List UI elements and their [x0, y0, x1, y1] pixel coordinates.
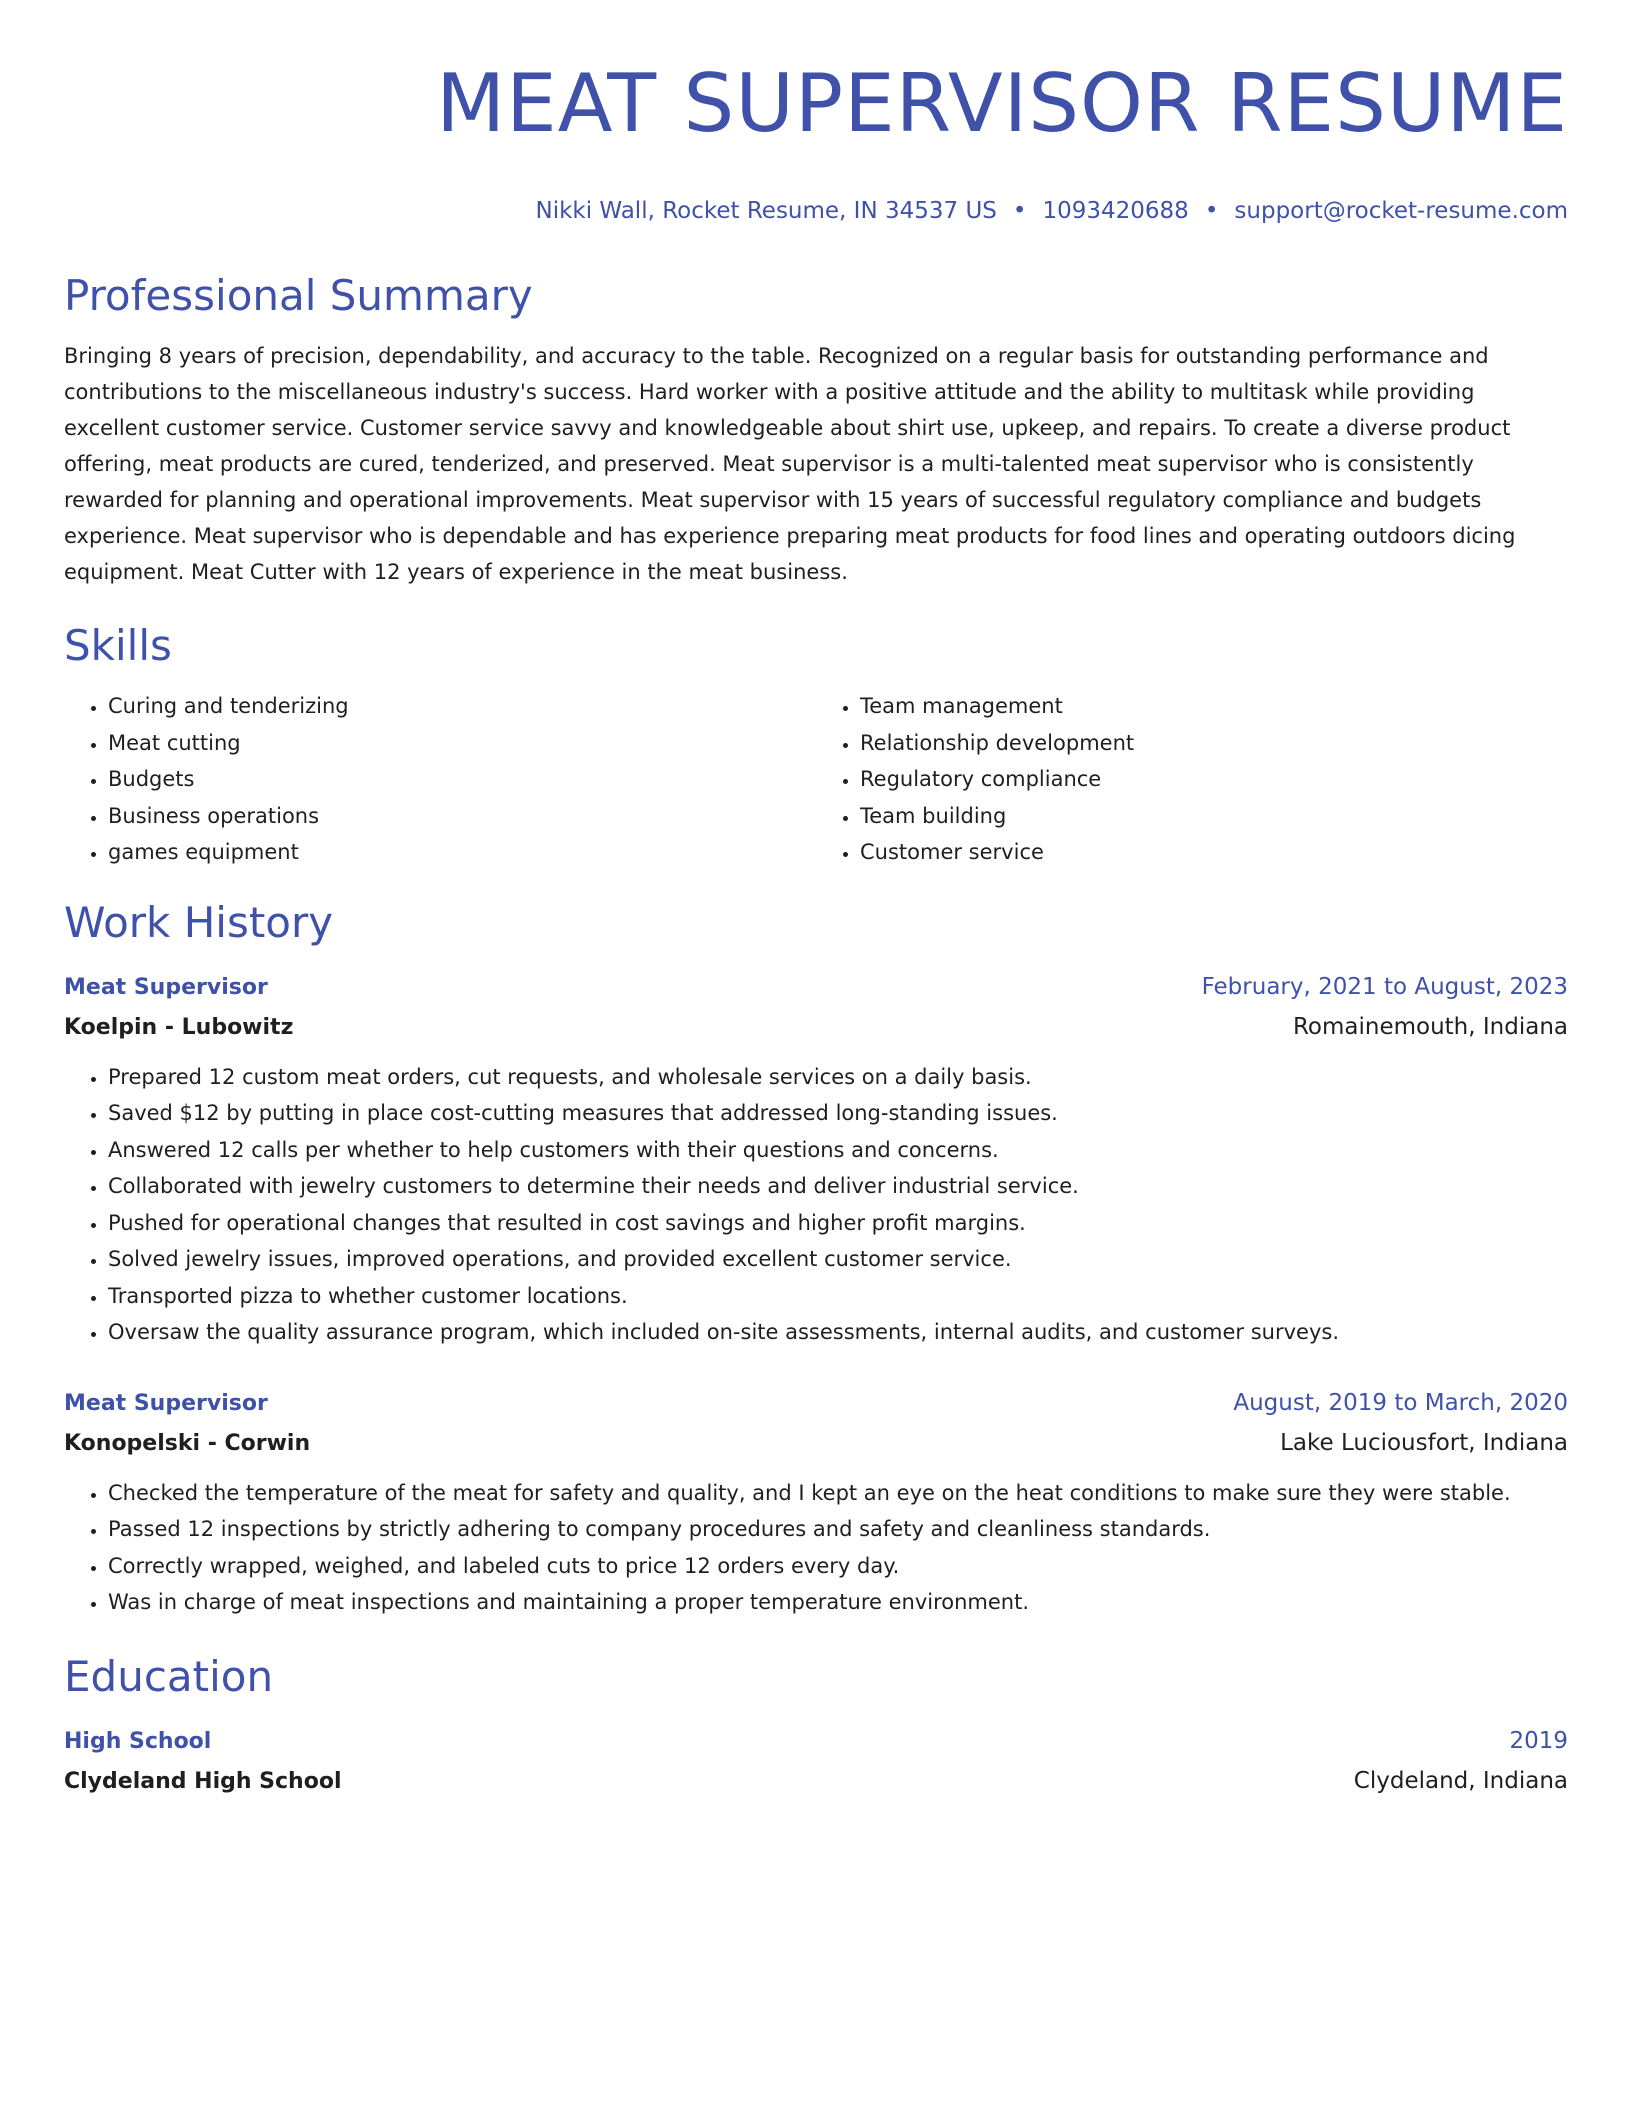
- education-degree-row: [64, 1723, 1568, 1760]
- skill-item: • Meat cutting: [108, 725, 816, 762]
- contact-phone: 1093420688: [1042, 198, 1189, 224]
- skill-item: • Regulatory compliance: [860, 761, 1568, 798]
- contact-email: support@rocket-resume.com: [1234, 198, 1568, 224]
- job-role: Meat Supervisor: [64, 1390, 268, 1416]
- job-duties-list: [64, 1475, 1568, 1621]
- job-dates: August, 2019 to March, 2020: [1233, 1389, 1568, 1416]
- education-location: Clydeland, Indiana: [1353, 1767, 1568, 1794]
- job-title-row: [64, 1385, 1568, 1422]
- job-role: Meat Supervisor: [64, 974, 268, 1000]
- resume-title: MEAT SUPERVISOR RESUME: [436, 57, 1568, 150]
- job-entry: [64, 1385, 1568, 1621]
- skills-heading: Skills: [64, 621, 172, 670]
- skills-grid: [64, 688, 1568, 871]
- skill-item: • games equipment: [108, 834, 816, 871]
- skill-item: • Relationship development: [860, 725, 1568, 762]
- skill-item: • Team building: [860, 798, 1568, 835]
- skills-list-left: [64, 688, 816, 871]
- skill-item: • Business operations: [108, 798, 816, 835]
- job-location: Lake Luciousfort, Indiana: [1280, 1429, 1568, 1456]
- duty-item: • Pushed for operational changes that resulted in cost savings and higher profit margins.: [108, 1205, 1568, 1242]
- duty-item: • Transported pizza to whether customer locations.: [108, 1278, 1568, 1315]
- job-entry: [64, 969, 1568, 1351]
- skill-item: • Budgets: [108, 761, 816, 798]
- duty-item: • Answered 12 calls per whether to help customers with their questions and concerns.: [108, 1132, 1568, 1169]
- duty-item: • Was in charge of meat inspections and maintaining a proper temperature environment.: [108, 1584, 1568, 1621]
- job-title-row: [64, 969, 1568, 1006]
- duty-item: • Prepared 12 custom meat orders, cut requests, and wholesale services on a daily basis.: [108, 1059, 1568, 1096]
- contact-line: [64, 196, 1568, 226]
- contact-separator: •: [1204, 198, 1219, 224]
- skills-list-right: [816, 688, 1568, 871]
- education-school: Clydeland High School: [64, 1768, 342, 1794]
- job-company-row: [64, 1006, 1568, 1049]
- duty-item: • Checked the temperature of the meat for safety and quality, and I kept an eye on the heat conditions to make sure they were stable.: [108, 1475, 1568, 1512]
- education-school-row: [64, 1760, 1568, 1803]
- duty-item: • Passed 12 inspections by strictly adhering to company procedures and safety and cleanliness standards.: [108, 1511, 1568, 1548]
- education-year: 2019: [1509, 1727, 1568, 1754]
- skill-item: • Curing and tenderizing: [108, 688, 816, 725]
- contact-separator: •: [1012, 198, 1027, 224]
- duty-item: • Saved $12 by putting in place cost-cutting measures that addressed long-standing issues.: [108, 1095, 1568, 1132]
- work-history-heading: Work History: [64, 897, 334, 947]
- duty-item: • Solved jewelry issues, improved operations, and provided excellent customer service.: [108, 1241, 1568, 1278]
- skill-item: • Customer service: [860, 834, 1568, 871]
- job-dates: February, 2021 to August, 2023: [1201, 973, 1568, 1000]
- resume-page: [64, 0, 1568, 1803]
- job-company: Konopelski - Corwin: [64, 1430, 311, 1456]
- summary-heading: Professional Summary: [64, 271, 533, 320]
- contact-address: Nikki Wall, Rocket Resume, IN 34537 US: [535, 198, 997, 224]
- job-company: Koelpin - Lubowitz: [64, 1014, 294, 1040]
- skill-item: • Team management: [860, 688, 1568, 725]
- summary-text: Bringing 8 years of precision, dependability, and accuracy to the table. Recognized on a regular basis for outstanding performance and contributions to the miscellaneous industry's success. Hard worker with a positive attitude and the ability to multitask while providing excellent customer service. Customer service savvy and knowledgeable about shirt use, upkeep, and repairs. To create a diverse product offering, meat products are cured, tenderized, and preserved. Meat supervisor is a multi-talented meat supervisor who is consistently rewarded for planning and operational improvements. Meat supervisor with 15 years of successful regulatory compliance and budgets experience. Meat supervisor who is dependable and has experience preparing meat products for food lines and operating outdoors dicing equipment. Meat Cutter with 12 years of experience in the meat business.: [64, 344, 1516, 584]
- job-duties-list: [64, 1059, 1568, 1351]
- job-company-row: [64, 1422, 1568, 1465]
- education-heading: Education: [64, 1651, 274, 1701]
- duty-item: • Oversaw the quality assurance program, which included on-site assessments, internal audits, and customer surveys.: [108, 1314, 1568, 1351]
- education-degree: High School: [64, 1728, 212, 1754]
- job-location: Romainemouth, Indiana: [1292, 1013, 1568, 1040]
- duty-item: • Correctly wrapped, weighed, and labeled cuts to price 12 orders every day.: [108, 1548, 1568, 1585]
- education-entry: [64, 1723, 1568, 1803]
- duty-item: • Collaborated with jewelry customers to determine their needs and deliver industrial service.: [108, 1168, 1568, 1205]
